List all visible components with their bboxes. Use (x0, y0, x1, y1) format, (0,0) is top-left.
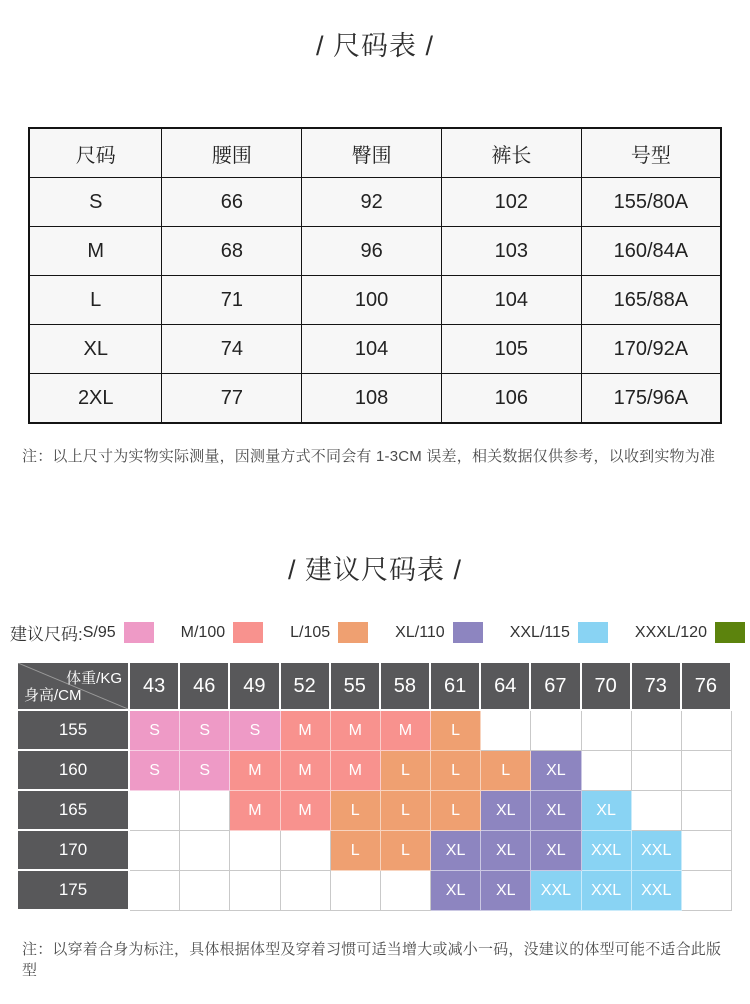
empty-cell (230, 831, 280, 871)
suggest-size-cell: L (331, 831, 381, 871)
size-table-row (29, 374, 721, 424)
suggest-size-cell: L (381, 751, 431, 791)
weight-axis-label: 体重/KG (66, 670, 122, 687)
size-value-cell: 103 (441, 227, 581, 276)
suggest-size-cell: S (130, 751, 180, 791)
size-table-header-row (29, 128, 721, 178)
size-value-cell: 92 (302, 178, 442, 227)
weight-header-cell: 52 (281, 663, 331, 711)
size-name-cell: XL (29, 325, 162, 374)
empty-cell (682, 831, 732, 871)
suggest-size-cell: M (230, 751, 280, 791)
size-name-cell: S (29, 178, 162, 227)
size-table-row (29, 325, 721, 374)
size-value-cell: 160/84A (581, 227, 721, 276)
suggest-size-cell: L (381, 831, 431, 871)
height-axis-label: 身高/CM (24, 687, 82, 704)
size-table-row (29, 227, 721, 276)
legend-item (510, 622, 608, 643)
legend-item (83, 622, 154, 643)
empty-cell (632, 751, 682, 791)
suggest-size-cell: L (331, 791, 381, 831)
suggest-size-cell: L (481, 751, 531, 791)
size-value-cell: 106 (441, 374, 581, 424)
empty-cell (230, 871, 280, 911)
empty-cell (682, 871, 732, 911)
suggest-size-cell: M (331, 711, 381, 751)
suggest-size-cell: XL (431, 831, 481, 871)
size-col-header: 臀围 (302, 128, 442, 178)
suggest-size-cell: XXL (632, 871, 682, 911)
empty-cell (632, 711, 682, 751)
size-col-header: 腰围 (162, 128, 302, 178)
size-table-row (29, 276, 721, 325)
height-header-cell: 170 (18, 831, 130, 871)
size-value-cell: 105 (441, 325, 581, 374)
empty-cell (381, 871, 431, 911)
size-value-cell: 104 (441, 276, 581, 325)
legend-color-swatch (578, 622, 608, 643)
suggest-table-title: / 建议尺码表 / (287, 555, 462, 585)
size-value-cell: 108 (302, 374, 442, 424)
size-value-cell: 155/80A (581, 178, 721, 227)
empty-cell (632, 791, 682, 831)
legend-item-label: M/100 (180, 623, 226, 641)
size-table-title: / 尺码表 / (315, 31, 434, 61)
empty-cell (281, 871, 331, 911)
empty-cell (682, 751, 732, 791)
suggest-size-cell: L (381, 791, 431, 831)
size-value-cell: 74 (162, 325, 302, 374)
legend-item-label: S/95 (82, 623, 116, 641)
legend-items (83, 622, 750, 643)
empty-cell (481, 711, 531, 751)
size-table-head (29, 128, 721, 178)
suggest-size-cell: M (331, 751, 381, 791)
legend-item-label: XL/110 (395, 623, 445, 641)
size-table (28, 127, 722, 424)
suggest-size-cell: S (230, 711, 280, 751)
weight-header-cell: 55 (331, 663, 381, 711)
size-value-cell: 100 (302, 276, 442, 325)
suggest-size-cell: M (281, 711, 331, 751)
height-header-cell: 165 (18, 791, 130, 831)
suggest-size-cell: M (381, 711, 431, 751)
height-header-cell: 155 (18, 711, 130, 751)
weight-header-cell: 76 (682, 663, 732, 711)
weight-header-cell: 49 (230, 663, 280, 711)
empty-cell (582, 751, 632, 791)
legend-color-swatch (124, 622, 154, 643)
suggest-size-cell: XL (531, 831, 581, 871)
legend-color-swatch (233, 622, 263, 643)
suggest-size-cell: XXL (582, 871, 632, 911)
size-value-cell: 104 (302, 325, 442, 374)
suggest-size-cell: XL (531, 791, 581, 831)
suggest-size-cell: XXL (531, 871, 581, 911)
size-name-cell: 2XL (29, 374, 162, 424)
legend-color-swatch (453, 622, 483, 643)
suggest-size-cell: M (281, 791, 331, 831)
weight-header-cell: 67 (531, 663, 581, 711)
legend-color-swatch (715, 622, 745, 643)
empty-cell (130, 831, 180, 871)
empty-cell (180, 871, 230, 911)
size-legend (10, 620, 750, 645)
height-header-cell: 175 (18, 871, 130, 911)
size-value-cell: 71 (162, 276, 302, 325)
suggest-table-note: 注：以穿着合身为标注，具体根据体型及穿着习惯可适当增大或减小一码，没建议的体型可能不适合此版型 (22, 941, 722, 979)
size-table-note: 注：以上尺寸为实物实际测量，因测量方式不同会有 1-3CM 误差，相关数据仅供参考，以收到实物为准 (22, 448, 716, 465)
suggest-size-cell: XL (481, 831, 531, 871)
weight-header-cell: 46 (180, 663, 230, 711)
suggest-size-cell: XL (431, 871, 481, 911)
size-col-header: 号型 (581, 128, 721, 178)
size-value-cell: 77 (162, 374, 302, 424)
suggest-size-cell: S (180, 711, 230, 751)
size-name-cell: L (29, 276, 162, 325)
legend-color-swatch (338, 622, 368, 643)
weight-header-cell: 64 (481, 663, 531, 711)
size-col-header: 尺码 (29, 128, 162, 178)
legend-item-label: XXXL/120 (634, 623, 707, 641)
empty-cell (582, 711, 632, 751)
legend-item (635, 622, 745, 643)
size-table-row (29, 178, 721, 227)
suggest-size-cell: M (230, 791, 280, 831)
size-value-cell: 102 (441, 178, 581, 227)
size-value-cell: 170/92A (581, 325, 721, 374)
legend-item (395, 622, 483, 643)
matrix-corner-cell (18, 663, 130, 711)
weight-header-cell: 43 (130, 663, 180, 711)
suggest-size-cell: XL (481, 871, 531, 911)
empty-cell (682, 711, 732, 751)
size-value-cell: 165/88A (581, 276, 721, 325)
suggest-size-cell: S (130, 711, 180, 751)
size-value-cell: 96 (302, 227, 442, 276)
empty-cell (180, 791, 230, 831)
weight-header-cell: 58 (381, 663, 431, 711)
legend-label: 建议尺码: (10, 625, 83, 644)
legend-item-label: XXL/115 (509, 623, 570, 641)
size-value-cell: 68 (162, 227, 302, 276)
weight-header-cell: 70 (582, 663, 632, 711)
empty-cell (281, 831, 331, 871)
suggest-size-cell: L (431, 791, 481, 831)
suggest-size-cell: M (281, 751, 331, 791)
suggest-size-cell: XL (481, 791, 531, 831)
height-header-cell: 160 (18, 751, 130, 791)
legend-item (290, 622, 368, 643)
suggest-size-cell: XXL (582, 831, 632, 871)
legend-item-label: L/105 (290, 623, 331, 641)
suggest-size-matrix (18, 663, 732, 911)
size-name-cell: M (29, 227, 162, 276)
suggest-size-cell: XL (582, 791, 632, 831)
suggest-size-cell: XXL (632, 831, 682, 871)
empty-cell (531, 711, 581, 751)
empty-cell (331, 871, 381, 911)
size-value-cell: 175/96A (581, 374, 721, 424)
empty-cell (130, 791, 180, 831)
suggest-size-cell: XL (531, 751, 581, 791)
empty-cell (682, 791, 732, 831)
size-value-cell: 66 (162, 178, 302, 227)
suggest-size-cell: L (431, 751, 481, 791)
weight-header-cell: 61 (431, 663, 481, 711)
size-table-body (29, 178, 721, 424)
empty-cell (180, 831, 230, 871)
suggest-size-cell: S (180, 751, 230, 791)
weight-header-cell: 73 (632, 663, 682, 711)
empty-cell (130, 871, 180, 911)
legend-item (181, 622, 263, 643)
suggest-size-cell: L (431, 711, 481, 751)
size-col-header: 裤长 (441, 128, 581, 178)
